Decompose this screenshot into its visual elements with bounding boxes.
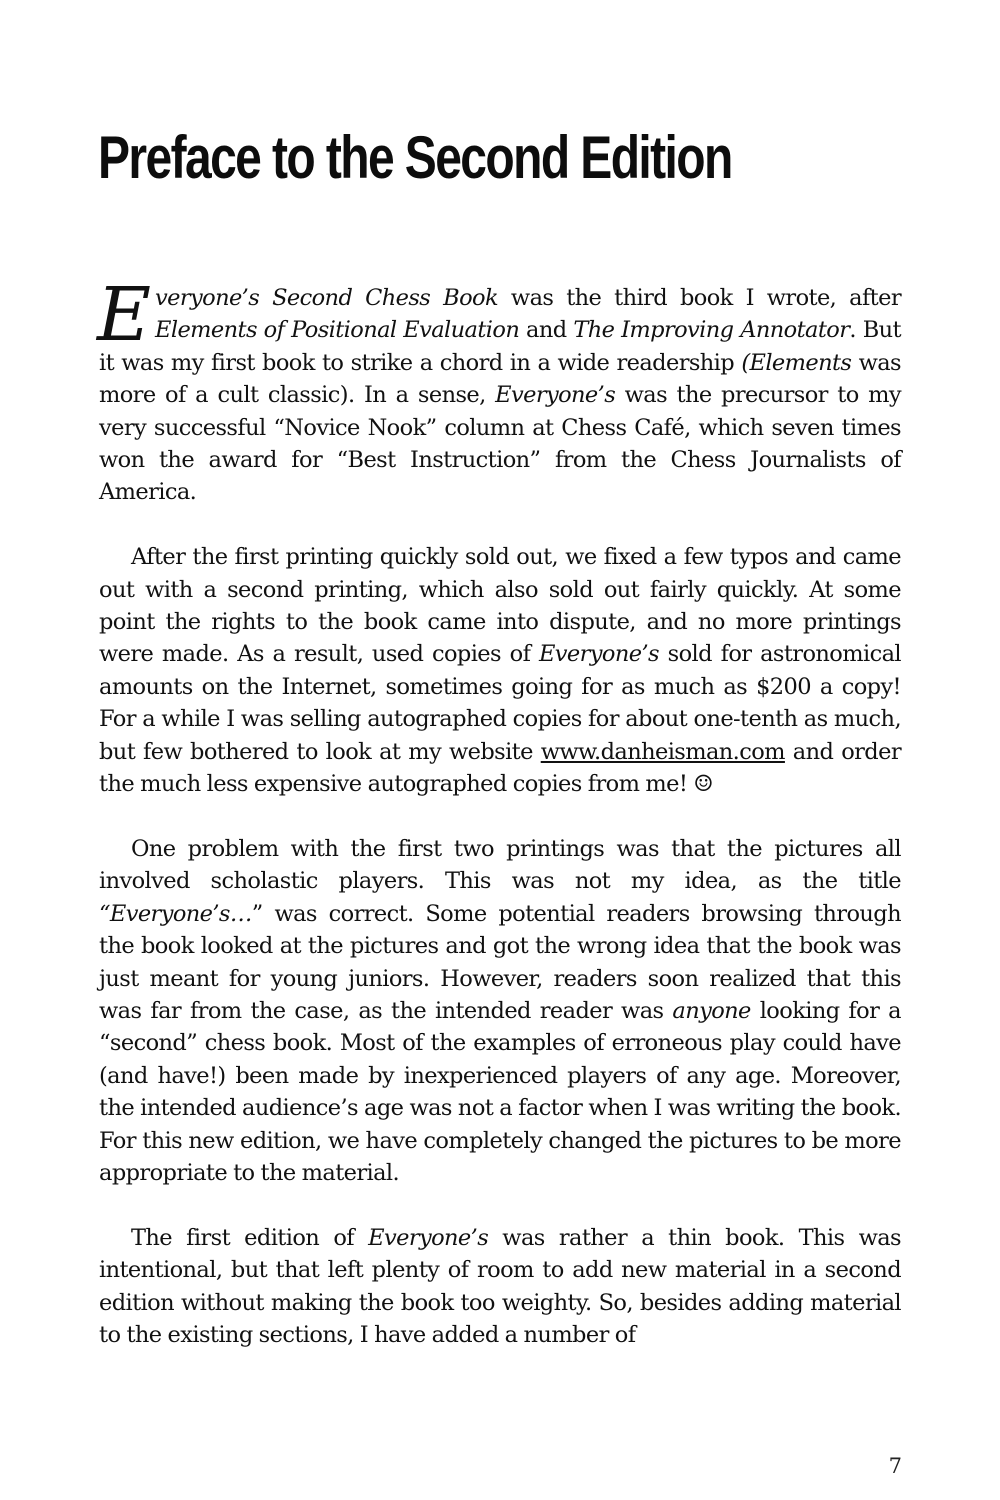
text-run: looking for a “second” chess book. Most of the examples of erroneous play could have (and have!) been made by inexperienced players of any age. Moreover, the intended audience’s age was not a factor when I was writing the book. For this new edition, we have completely changed the pictures to be more appropriate to the material.: [99, 997, 901, 1186]
book-title-everyones-short: Everyone’s: [368, 1224, 489, 1251]
book-title-elements: Elements of Positional Evaluation: [155, 317, 520, 344]
book-title-everyones-short: Everyone’s: [538, 641, 659, 668]
page-number: 7: [888, 1454, 902, 1478]
text-run: was the precursor to my very successful “Novice Nook” column at Chess Café, which seven times won the award for “Best Instruction” from the Chess Journalists of America.: [99, 382, 902, 506]
text-run: ” was correct. Some potential readers browsing through the book looked at the pictures and got the wrong idea that the book was just meant for young juniors. However, readers soon realized that this was far from the case, as the intended reader was: [99, 900, 901, 1024]
book-title-everyones: veryone’s Second Chess Book: [155, 285, 499, 311]
text-run: and: [519, 317, 574, 344]
text-run: . But it was my first book to strike a chord in a wide readership: [99, 317, 902, 376]
text-run: and order the much less expensive autographed copies from me! ☺: [99, 738, 901, 798]
book-title-annotator: The Improving Annotator: [573, 317, 850, 344]
text-run: was more of a cult classic). In a sense,: [99, 349, 901, 409]
text-run: was rather a thin book. This was intentional, but that left plenty of room to add new material in a second edition without making the book too weighty. So, besides adding material to the existing sections, I have added a number of: [99, 1224, 901, 1348]
text-run: was the third book I wrote, after: [498, 285, 901, 311]
page-title: Preface to the Second Edition: [98, 124, 732, 191]
book-title-elements-short: (Elements: [741, 349, 852, 376]
paragraph-3: [99, 833, 901, 1189]
text-run: sold for astronomical amounts on the Internet, sometimes going for as much as $200 a copy! For a while I was selling autographed copies for about one-tenth as much, but few bothered to look at my website: [99, 641, 901, 765]
paragraph-1: [97, 272, 902, 509]
text-run: After the first printing quickly sold out, we fixed a few typos and came out with a second printing, which also sold out fairly quickly. At some point the rights to the book came into dispute, and no more printings were made. As a result, used copies of: [99, 544, 901, 668]
website-link[interactable]: www.danheisman.com: [540, 738, 785, 765]
body-text: [97, 272, 902, 1384]
emphasis-anyone: anyone: [672, 997, 751, 1024]
drop-cap: E: [97, 272, 152, 358]
text-run: The first edition of: [131, 1224, 369, 1251]
book-title-everyones-short: Everyone’s: [495, 382, 616, 409]
book-title-everyones-quote: “Everyone’s…: [99, 900, 252, 927]
paragraph-2: [99, 541, 901, 800]
text-run: One problem with the first two printings was that the pictures all involved scholastic players. This was not my idea, as the title: [99, 835, 901, 895]
paragraph-4: [99, 1222, 901, 1352]
